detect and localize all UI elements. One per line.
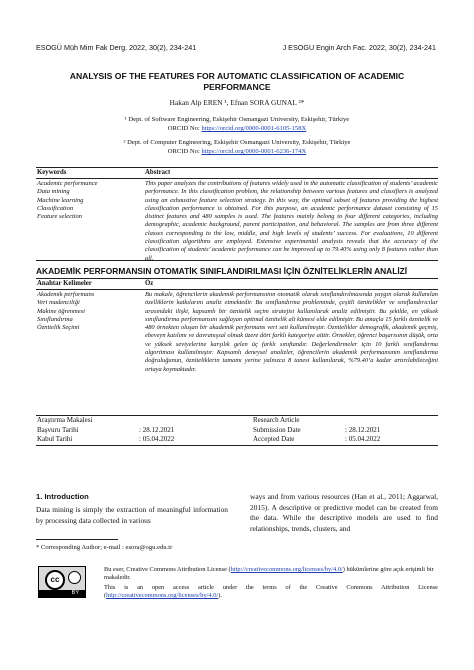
accepted-row-tr xyxy=(37,435,237,445)
orcid-link-1[interactable]: https://orcid.org/0000-0001-6105-158X xyxy=(201,125,307,132)
cc-logo-icon: cc xyxy=(45,570,65,590)
introduction-heading: 1. Introduction xyxy=(36,492,89,501)
info-bottom-rule xyxy=(36,445,438,446)
keyword: Academic performance xyxy=(37,180,98,187)
license-en-link[interactable]: http://creativecommons.org/licenses/by/4.0/ xyxy=(106,592,219,600)
submission-label-en: Submission Date xyxy=(253,425,301,434)
article-info-tr xyxy=(37,416,237,445)
intro-right-column: ways and from various resources (Han et al., 2011; Aggarwal, 2015). A descriptive or predictive model can be created from the data. While the descriptive models are used to find relationships, trends, clusters, and xyxy=(250,492,438,533)
license-en-suffix: ). xyxy=(218,592,222,600)
license-en-prefix: This is an open access article under the terms of the Creative Commons Attribution License ( xyxy=(104,584,438,600)
license-tr-prefix: Bu eser, Creative Commons Attribution License ( xyxy=(104,566,231,573)
tr-keywords-heading: Anahtar Kelimeler xyxy=(37,280,92,287)
keyword: Sınıflandırma xyxy=(37,315,73,323)
journal-header-left: ESOGÜ Müh Mim Fak Derg. 2022, 30(2), 234-241 xyxy=(36,43,197,52)
intro-left-column: Data mining is simply the extraction of meaningful information by processing data collected in various xyxy=(36,505,228,525)
keyword: Veri madenciliği xyxy=(37,299,80,307)
license-tr-suffix: ) hükümlerine göre açık erişimli bir makaledir. xyxy=(104,566,434,582)
submission-label-tr: Başvuru Tarihi xyxy=(37,425,79,434)
table-bottom-rule xyxy=(36,260,438,261)
orcid-line-1 xyxy=(60,124,414,133)
tr-abstract-heading: Öz xyxy=(145,280,154,287)
article-type-tr: Araştırma Makalesi xyxy=(37,416,93,424)
keyword: Classification xyxy=(37,204,74,212)
orcid-label-1: ORCID No: xyxy=(167,125,202,132)
affiliation-1-text: ¹ Dept. of Software Engineering, Eskişehir Osmangazi University, Eskişehir, Türkiye xyxy=(124,116,350,123)
article-info-en xyxy=(253,416,438,445)
accepted-label-tr: Kabul Tarihi xyxy=(37,435,73,443)
paper-title: ANALYSIS OF THE FEATURES FOR AUTOMATIC CLASSIFICATION OF ACADEMIC PERFORMANCE xyxy=(69,71,405,92)
author-list: Hakan Alp EREN ¹, Efnan SORA GUNAL ²* xyxy=(169,98,305,107)
keyword-list-tr xyxy=(37,291,137,332)
keyword: Makine öğrenmesi xyxy=(37,307,85,315)
keyword: Öznitelik Seçimi xyxy=(37,324,80,332)
table-header-rule xyxy=(36,178,438,179)
keyword: Machine learning xyxy=(37,196,84,204)
journal-header-right: J ESOGU Engin Arch Fac. 2022, 30(2), 234-241 xyxy=(282,43,436,52)
tr-table-header-rule xyxy=(36,289,438,290)
orcid-label-2: ORCID No: xyxy=(167,148,202,155)
affiliation-2 xyxy=(60,138,414,156)
affiliation-2-text: ² Dept. of Computer Engineering, Eskişehir Osmangazi University, Eskişehir, Türkiye xyxy=(123,139,351,146)
table-top-rule xyxy=(36,167,438,168)
turkish-title: AKADEMİK PERFORMANSIN OTOMATİK SINIFLANDIRILMASI İÇİN ÖZNİTELİKLERİN ANALİZİ xyxy=(36,266,408,276)
submission-row-tr xyxy=(37,426,237,436)
keyword-list-en xyxy=(37,180,137,221)
license-tr-link[interactable]: http://creativecommons.org/licenses/by/4.0/ xyxy=(230,566,343,573)
submission-value-tr: : 28.12.2021 xyxy=(139,425,175,434)
accepted-row-en xyxy=(253,435,438,445)
accepted-value-en: : 05.04.2022 xyxy=(345,435,381,443)
abstract-heading: Abstract xyxy=(145,169,171,176)
abstract-text-en: This paper analyzes the contributions of features widely used in the automatic classification of students’ academic performance. In this classification problem, the relationship between various features and classifiers is analyzed using an exhaustive feature selection strategy. In this way, the optimal subset of features providing the highest classification performance is obtained. For this purpose, an academic performance dataset consisting of 15 distinct features and 480 samples is used. The features mainly belong to four different categories, including demographic, academic background, parent participation, and behavioral. The samples are from three different classes corresponding to the low, middle, and high levels of students’ success. For evaluations, 10 different classification algorithms are employed. Extensive experimental analysis reveals that the accuracy of the classification of students’ academic performance can be improved up to 79.40% using only 8 features rather than all. xyxy=(145,180,438,262)
license-en xyxy=(104,584,438,601)
keyword: Data mining xyxy=(37,188,70,196)
keywords-heading: Keywords xyxy=(37,169,67,176)
keyword: Feature selection xyxy=(37,213,83,221)
orcid-link-2[interactable]: https://orcid.org/0000-0001-6236-174X xyxy=(201,148,307,155)
tr-table-top-rule xyxy=(36,278,438,279)
article-type-en: Research Article xyxy=(253,416,300,424)
footnote-rule xyxy=(36,539,118,540)
accepted-label-en: Accepted Date xyxy=(253,435,295,443)
license-tr xyxy=(104,566,438,583)
by-label: BY xyxy=(39,590,85,597)
corresponding-author-footnote: * Corresponding Author; e-mail : esora@ogu.edu.tr xyxy=(36,544,173,551)
orcid-line-2 xyxy=(60,147,414,156)
abstract-text-tr: Bu makale, öğrencilerin akademik performansının otomatik olarak sınıflandırılmasında yaygın olarak kullanılan özelliklerin katkılarını analiz etmektedir. Bu sınıflandırma probleminde, çeşitli öznitelikler ve sınıflandırıcılar arasındaki ilişki, kapsamlı bir öznitelik seçim stratejisi kullanılarak analiz edilmiştir. Bu şekilde, en yüksek sınıflandırma performansını sağlayan optimal öznitelik alt kümesi elde edilmiştir. Bu amaçla 15 farklı öznitelik ve 480 örnekten oluşan bir akademik performans veri seti kullanılmıştır. Öznitelikler demografik, akademik geçmiş, ebeveyn katılımı ve davranışsal olmak üzere dört farklı kategoriye aittir. Örnekler, öğrenci başarısının düşük, orta ve yüksek seviyelerine karşılık gelen üç farklı sınıftandır. Değerlendirmeler için 10 farklı sınıflandırma algoritması kullanılmıştır. Kapsamlı deneysel analizler, öğrencilerin akademik performansının sınıflandırma doğruluğunun, özniteliklerin tamamı yerine yalnızca 8 tanesi kullanılarak, %79.40’a kadar artırılabileceğini ortaya koymaktadır. xyxy=(145,291,438,373)
attribution-person-icon xyxy=(68,571,81,584)
accepted-value-tr: : 05.04.2022 xyxy=(139,435,175,443)
keyword: Akademik performans xyxy=(37,291,95,298)
submission-row-en xyxy=(253,426,438,436)
submission-value-en: : 28.12.2021 xyxy=(345,425,381,434)
affiliation-1 xyxy=(60,115,414,133)
cc-by-badge[interactable] xyxy=(38,566,86,598)
